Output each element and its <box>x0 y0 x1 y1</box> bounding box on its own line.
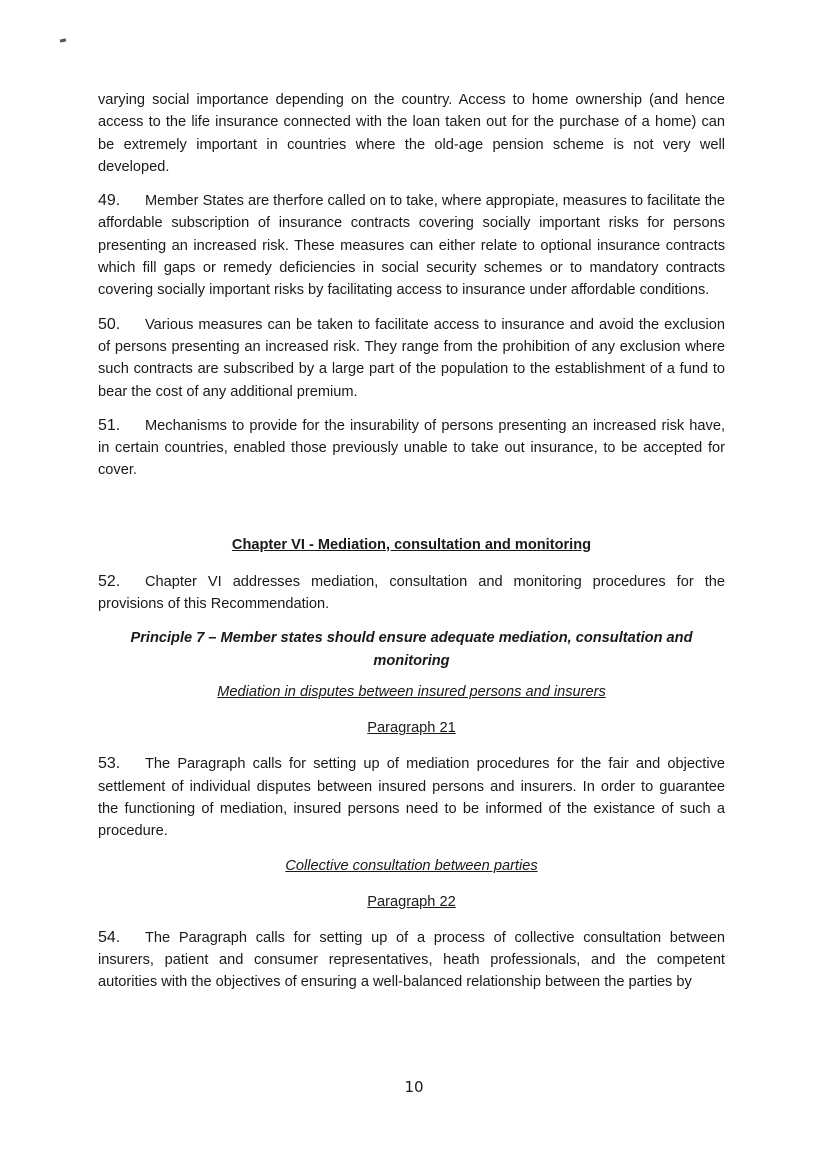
section-title-consultation: Collective consultation between parties <box>285 857 538 874</box>
section-spacer <box>98 494 725 534</box>
page-number: 10 <box>404 1078 424 1096</box>
document-page <box>98 89 725 1005</box>
paragraph-text: The Paragraph calls for setting up of a process of collective consultation between insurers, patient and consumer representatives, heath professionals, and the competent autorities with the objectives of ensuring a well-balanced relationship between the parties by <box>98 929 725 991</box>
chapter-heading: Chapter VI - Mediation, consultation and monitoring <box>231 536 592 553</box>
paragraph-53 <box>98 753 725 842</box>
paragraph-49 <box>98 190 725 301</box>
paragraph-50 <box>98 314 725 403</box>
paragraph-54 <box>98 927 725 994</box>
paragraph-continuation <box>98 89 725 178</box>
paragraph-text: Member States are therfore called on to take, where appropiate, measures to facilitate the affordable subscription of insurance contracts covering socially important risks for persons presenting an increased risk. These measures can either relate to optional insurance contracts which fill gaps or remedy deficiencies in social security schemes or to mandatory contracts covering socially important risks by facilitating access to insurance under affordable conditions. <box>98 193 726 299</box>
paragraph-number: 51. <box>98 416 121 434</box>
paragraph-number: 53. <box>98 755 121 773</box>
paragraph-number: 49. <box>98 192 121 210</box>
paragraph-number: 50. <box>98 315 121 333</box>
paragraph-reference-22: Paragraph 22 <box>367 893 456 910</box>
principle-heading: Principle 7 – Member states should ensure adequate mediation, consultation and monitoring <box>130 630 693 670</box>
paragraph-text: Various measures can be taken to facilitate access to insurance and avoid the exclusion of persons presenting an increased risk. They range from the prohibition of any exclusion where such contracts are subscribed by a large part of the population to the establishment of a fund to bear the cost of any additional premium. <box>98 316 725 400</box>
paragraph-text: Chapter VI addresses mediation, consultation and monitoring procedures for the provisions of this Recommendation. <box>98 573 725 613</box>
paragraph-number: 54. <box>98 928 121 946</box>
paragraph-number: 52. <box>98 572 121 590</box>
scan-mark <box>60 38 66 42</box>
section-title-mediation: Mediation in disputes between insured persons and insurers <box>217 684 606 701</box>
paragraph-52 <box>98 571 725 616</box>
paragraph-reference-21: Paragraph 21 <box>367 720 456 737</box>
paragraph-text: The Paragraph calls for setting up of mediation procedures for the fair and objective settlement of individual disputes between insured persons and insurers. In order to guarantee the functioning of mediation, insured persons need to be informed of the existance of such a procedure. <box>98 756 725 840</box>
paragraph-text: varying social importance depending on the country. Access to home ownership (and hence access to the life insurance connected with the loan taken out for the purchase of a home) can be extremely important in countries where the old-age pension scheme is not very well developed. <box>98 92 725 175</box>
paragraph-51 <box>98 415 725 482</box>
paragraph-text: Mechanisms to provide for the insurability of persons presenting an increased risk have, in certain countries, enabled those previously unable to take out insurance, to be accepted for cover. <box>98 417 725 479</box>
